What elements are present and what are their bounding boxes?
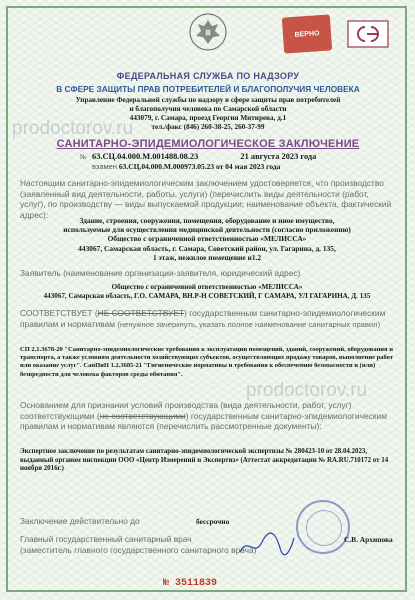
red-stamp-text: ВЕРНО — [294, 29, 320, 39]
object-line: 1 этаж, нежилое помещение н1.2 — [152, 252, 262, 262]
basis-before: Основанием для признания условий производства (вида деятельности, работ, услуг) соответствующими ( — [20, 400, 352, 421]
compliance-before: СООТВЕТСТВУЕТ ( — [20, 308, 98, 318]
certificate-number: 63.СЦ.04.000.М.001488.08.23 — [92, 152, 199, 161]
object-line: 443067, Самарская область, г. Самара, Советский район, ул. Гагарина, д. 135, — [78, 243, 336, 253]
department-line2: и благополучия человека по Самарской области — [129, 105, 287, 113]
department-phone: тел./факс (846) 260-38-25, 260-37-99 — [151, 123, 265, 131]
department-address: 443079, г. Самара, проезд Георгия Митирева, д.1 — [129, 114, 287, 122]
replaced-label: взамен — [92, 162, 117, 171]
watermark: prodoctorov.ru — [246, 380, 368, 401]
object-description — [20, 216, 394, 262]
basis-struck: не соответствующими — [99, 410, 186, 421]
chief-title-note: (заместитель главного государственного санитарного врача) — [20, 545, 257, 555]
certificate-date: 21 августа 2023 года — [240, 152, 317, 161]
applicant-details — [20, 283, 394, 301]
compliance-statement — [20, 308, 394, 330]
watermark: prodoctorov.ru — [12, 118, 134, 139]
object-line: Общество с ограниченной ответственностью «МЕЛИССА» — [107, 234, 307, 244]
replaced-number: 63.СЦ.04.000.М.000973.05.23 от 04 мая 2023 года — [118, 162, 281, 171]
applicant-name: Общество с ограниченной ответственностью «МЕЛИССА» — [111, 283, 303, 291]
basis-after: ) государственным санитарно-эпидемиологическим правилам и нормативам являются (перечислить рассмотренные документы): — [20, 410, 387, 431]
red-stamp — [282, 14, 332, 53]
official-round-seal — [296, 500, 350, 554]
se-logo-icon — [347, 20, 389, 48]
applicant-address: 443067, Самарская область, Г.О. САМАРА, ВН.Р-Н СОВЕТСКИЙ, Г САМАРА, УЛ ГАГАРИНА, Д. 135 — [43, 292, 371, 301]
department-line1: Управление Федеральной службы по надзору в сфере защиты прав потребителей — [75, 96, 341, 104]
compliance-after: ) государственным санитарно-эпидемиологическим правилам и нормативам — [20, 308, 386, 329]
expert-conclusion: Экспертное заключение по результатам санитарно-эпидемиологической экспертизы № 280423-10 от 28.04.2023, выданный органом инспекции ООО «Центр Измерений и Экспертиз» (Аттестат аккредитации № RA.RU.710172 от 14 ноября 2016г.) — [20, 448, 389, 473]
compliance-note: (ненужное зачеркнуть, указать полное наименование санитарных правил) — [117, 319, 381, 329]
chief-title: Главный государственный санитарный врач — [20, 534, 192, 544]
replaced-certificate — [92, 162, 280, 171]
serial-number: № 3511839 — [163, 578, 218, 589]
sanitary-rules: СП 2.1.3678-20 "Санитарно-эпидемиологические требования к эксплуатации помещений, зданий, сооружений, оборудования и транспорта, а также условиям деятельности хозяйствующих субъектов, осуществляющих продажу товаров, выполнение работ или оказание услуг". СанПиН 1.2.3685-21 "Гигиенические нормативы и требования к обеспечению безопасности и (или) безвредности для человека факторов среды обитания". — [20, 346, 393, 378]
applicant-label: Заявитель (наименование организации-заявителя, юридический адрес) — [20, 268, 301, 278]
number-prefix: № — [80, 153, 87, 161]
validity-value: бессрочно — [196, 517, 230, 526]
compliance-struck: НЕ СООТВЕТСТВУЕТ — [97, 308, 185, 318]
signer-name: С.В. Архипова — [344, 535, 393, 544]
agency-name: ФЕДЕРАЛЬНАЯ СЛУЖБА ПО НАДЗОРУ — [116, 71, 300, 81]
signature-icon — [236, 530, 296, 560]
agency-name-line2: В СФЕРЕ ЗАЩИТЫ ПРАВ ПОТРЕБИТЕЛЕЙ И БЛАГОПОЛУЧИЯ ЧЕЛОВЕКА — [56, 84, 360, 94]
intro-text: Настоящим санитарно-эпидемиологическим заключением удостоверяется, что производство (заявленный вид деятельности, работы, услуги) (перечислить виды деятельности (работ, услуг), по производству — виды выпускаемой продукции; наименование объекта, фактический адрес): — [20, 178, 392, 220]
document-title: САНИТАРНО-ЭПИДЕМИОЛОГИЧЕСКОЕ ЗАКЛЮЧЕНИЕ — [56, 138, 360, 150]
basis-statement — [20, 400, 394, 432]
certificate-number-line — [80, 152, 317, 161]
coat-of-arms-icon — [188, 12, 228, 52]
validity-label: Заключение действительно до — [20, 516, 140, 526]
object-line: Здание, строения, сооружения, помещения, оборудование и иное имущество, — [79, 216, 335, 225]
object-line: используемые для осуществления медицинской деятельности (согласно приложению) — [63, 225, 351, 235]
